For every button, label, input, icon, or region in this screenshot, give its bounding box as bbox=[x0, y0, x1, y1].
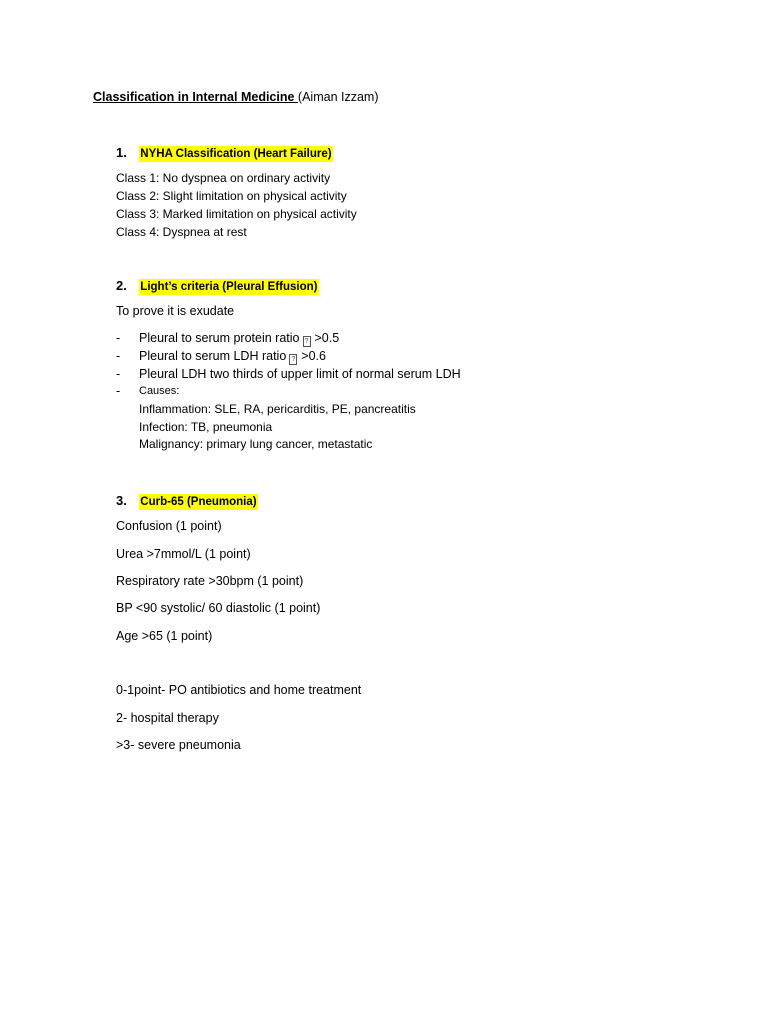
missing-glyph-icon: ? bbox=[303, 336, 311, 347]
nyha-class-4: Class 4: Dyspnea at rest bbox=[116, 225, 247, 239]
bullet-dash: - bbox=[116, 331, 121, 345]
cause-infection: Infection: TB, pneumonia bbox=[139, 420, 273, 434]
curb-score-high: >3- severe pneumonia bbox=[116, 738, 241, 752]
criterion-text: Pleural to serum protein ratio bbox=[139, 331, 300, 345]
curb-blood-pressure: BP <90 systolic/ 60 diastolic (1 point) bbox=[116, 601, 321, 615]
nyha-class-3: Class 3: Marked limitation on physical activity bbox=[116, 207, 357, 221]
curb-confusion: Confusion (1 point) bbox=[116, 519, 222, 533]
title-text: Classification in Internal Medicine bbox=[93, 90, 298, 104]
nyha-class-2: Class 2: Slight limitation on physical activity bbox=[116, 189, 347, 203]
section1-number: 1. bbox=[116, 145, 127, 160]
bullet-dash: - bbox=[116, 384, 121, 398]
section3-number: 3. bbox=[116, 493, 127, 508]
criterion-text: Pleural to serum LDH ratio bbox=[139, 349, 287, 363]
curb-age: Age >65 (1 point) bbox=[116, 629, 213, 643]
light-criterion-2 bbox=[139, 350, 326, 365]
cause-inflammation: Inflammation: SLE, RA, pericarditis, PE, pancreatitis bbox=[139, 402, 416, 416]
section1-title: NYHA Classification (Heart Failure) bbox=[140, 148, 332, 160]
curb-respiratory-rate: Respiratory rate >30bpm (1 point) bbox=[116, 574, 304, 588]
light-criterion-3: Pleural LDH two thirds of upper limit of normal serum LDH bbox=[139, 367, 461, 381]
bullet-dash: - bbox=[116, 367, 121, 381]
missing-glyph-icon: ? bbox=[289, 354, 297, 365]
cause-malignancy: Malignancy: primary lung cancer, metastatic bbox=[139, 437, 373, 451]
document-title bbox=[93, 91, 379, 104]
curb-urea: Urea >7mmol/L (1 point) bbox=[116, 547, 251, 561]
criterion-value: >0.6 bbox=[301, 349, 326, 363]
section2-heading bbox=[116, 278, 319, 294]
author-name: (Aiman Izzam) bbox=[297, 90, 379, 104]
section1-heading bbox=[116, 145, 333, 161]
curb-score-mid: 2- hospital therapy bbox=[116, 711, 219, 725]
causes-label: Causes: bbox=[139, 385, 180, 397]
nyha-class-1: Class 1: No dyspnea on ordinary activity bbox=[116, 171, 331, 185]
section2-intro: To prove it is exudate bbox=[116, 304, 235, 318]
criterion-value: >0.5 bbox=[314, 331, 340, 345]
light-criterion-1 bbox=[139, 332, 339, 347]
section2-title: Light’s criteria (Pleural Effusion) bbox=[140, 281, 318, 293]
section3-heading bbox=[116, 493, 258, 509]
section3-title: Curb-65 (Pneumonia) bbox=[140, 496, 257, 508]
bullet-dash: - bbox=[116, 349, 121, 363]
section2-number: 2. bbox=[116, 278, 127, 293]
curb-score-low: 0-1point- PO antibiotics and home treatment bbox=[116, 683, 362, 697]
